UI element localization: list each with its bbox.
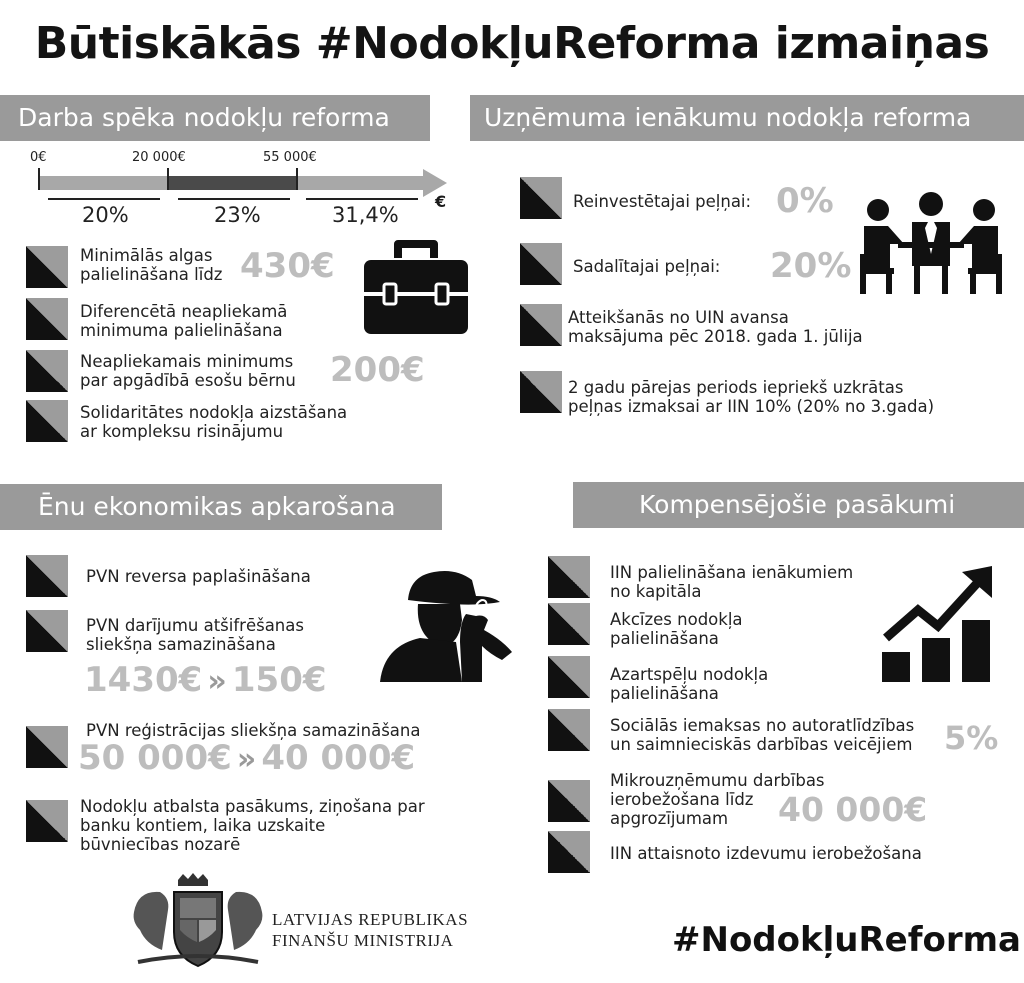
scale-bar-1 <box>40 176 167 190</box>
threshold-2-from: 50 000€ <box>78 738 232 778</box>
shadow-item-3: PVN reģistrācijas sliekšņa samazināšana <box>86 721 421 740</box>
growth-chart-icon <box>880 564 996 684</box>
coat-of-arms-icon <box>128 872 268 972</box>
compensatory-item-3: Azartspēļu nodokļa palielināšana <box>610 665 769 703</box>
chevron-right-icon: » <box>207 664 227 699</box>
corporate-item-1-value: 0% <box>776 181 834 221</box>
corporate-item-2-value: 20% <box>770 246 852 286</box>
bullet-icon <box>520 177 562 219</box>
rate-1: 20% <box>82 203 129 227</box>
compensatory-item-5: Mikrouzņēmumu darbības ierobežošana līdz apgrozījumam <box>610 771 825 828</box>
threshold-2-to: 40 000€ <box>261 738 416 778</box>
compensatory-header: Kompensējošie pasākumi <box>573 482 1024 528</box>
compensatory-item-5-value: 40 000€ <box>778 790 928 829</box>
labor-item-1: Minimālās algas palielināšana līdz <box>80 246 223 284</box>
hashtag: #NodokļuReforma <box>672 920 1021 960</box>
shadow-item-4: Nodokļu atbalsta pasākums, ziņošana par banku kontiem, laika uzskaite būvniecības nozarē <box>80 797 425 854</box>
bullet-icon <box>520 243 562 285</box>
scale-tick-2: 55 000€ <box>263 150 317 165</box>
labor-header: Darba spēka nodokļu reforma <box>0 95 430 141</box>
compensatory-item-4: Sociālās iemaksas no autoratlīdzības un saimnieciskās darbības veicējiem <box>610 716 915 754</box>
bullet-icon <box>26 350 68 392</box>
bullet-icon <box>26 555 68 597</box>
corporate-header: Uzņēmuma ienākumu nodokļa reforma <box>470 95 1024 141</box>
page-title: Būtiskākās #NodokļuReforma izmaiņas <box>34 18 990 69</box>
corporate-item-1: Reinvestētajai peļņai: <box>573 192 752 211</box>
meeting-icon <box>856 190 1006 294</box>
shadow-header: Ēnu ekonomikas apkarošana <box>0 484 442 530</box>
compensatory-item-6: IIN attaisnoto izdevumu ierobežošana <box>610 844 922 863</box>
rate-2: 23% <box>214 203 261 227</box>
threshold-1 <box>84 660 327 700</box>
bullet-icon <box>548 709 590 751</box>
labor-item-3: Neapliekamais minimums par apgādībā esošu bērnu <box>80 352 296 390</box>
corporate-item-2: Sadalītajai peļņai: <box>573 257 721 276</box>
compensatory-item-2: Akcīzes nodokļa palielināšana <box>610 610 743 648</box>
scale-bar-3 <box>298 176 423 190</box>
corporate-item-3: Atteikšanās no UIN avansa maksājuma pēc 2018. gada 1. jūlija <box>568 308 863 346</box>
labor-item-1-value: 430€ <box>240 246 335 286</box>
threshold-1-to: 150€ <box>231 660 327 700</box>
threshold-1-from: 1430€ <box>84 660 203 700</box>
bullet-icon <box>26 400 68 442</box>
threshold-2 <box>78 738 415 778</box>
bullet-icon <box>26 610 68 652</box>
bullet-icon <box>548 831 590 873</box>
bullet-icon <box>548 780 590 822</box>
shadow-item-2: PVN darījumu atšifrēšanas sliekšņa samazināšana <box>86 616 304 654</box>
labor-item-3-value: 200€ <box>330 350 425 390</box>
scale-tick-0: 0€ <box>30 150 47 165</box>
bullet-icon <box>520 304 562 346</box>
compensatory-item-4-value: 5% <box>944 719 999 757</box>
scale-bar-2 <box>169 176 296 190</box>
rate-3: 31,4% <box>332 203 399 227</box>
bullet-icon <box>26 800 68 842</box>
corporate-item-4: 2 gadu pārejas periods iepriekš uzkrātas peļņas izmaksai ar IIN 10% (20% no 3.gada) <box>568 378 935 416</box>
bullet-icon <box>26 726 68 768</box>
shadow-item-1: PVN reversa paplašināšana <box>86 567 311 586</box>
currency-label: € <box>435 192 447 211</box>
spy-icon <box>378 566 514 682</box>
bullet-icon <box>548 656 590 698</box>
bullet-icon <box>520 371 562 413</box>
compensatory-item-1: IIN palielināšana ienākumiem no kapitāla <box>610 563 854 601</box>
labor-item-4: Solidaritātes nodokļa aizstāšana ar kompleksu risinājumu <box>80 403 348 441</box>
chevron-right-icon: » <box>236 742 257 777</box>
ministry-name: LATVIJAS REPUBLIKAS FINANŠU MINISTRIJA <box>272 910 469 950</box>
bullet-icon <box>26 298 68 340</box>
bullet-icon <box>548 603 590 645</box>
scale-tick-1: 20 000€ <box>132 150 186 165</box>
labor-item-2: Diferencētā neapliekamā minimuma palielināšana <box>80 302 288 340</box>
bullet-icon <box>548 556 590 598</box>
tax-scale <box>30 148 460 238</box>
briefcase-icon <box>362 236 470 336</box>
bullet-icon <box>26 246 68 288</box>
